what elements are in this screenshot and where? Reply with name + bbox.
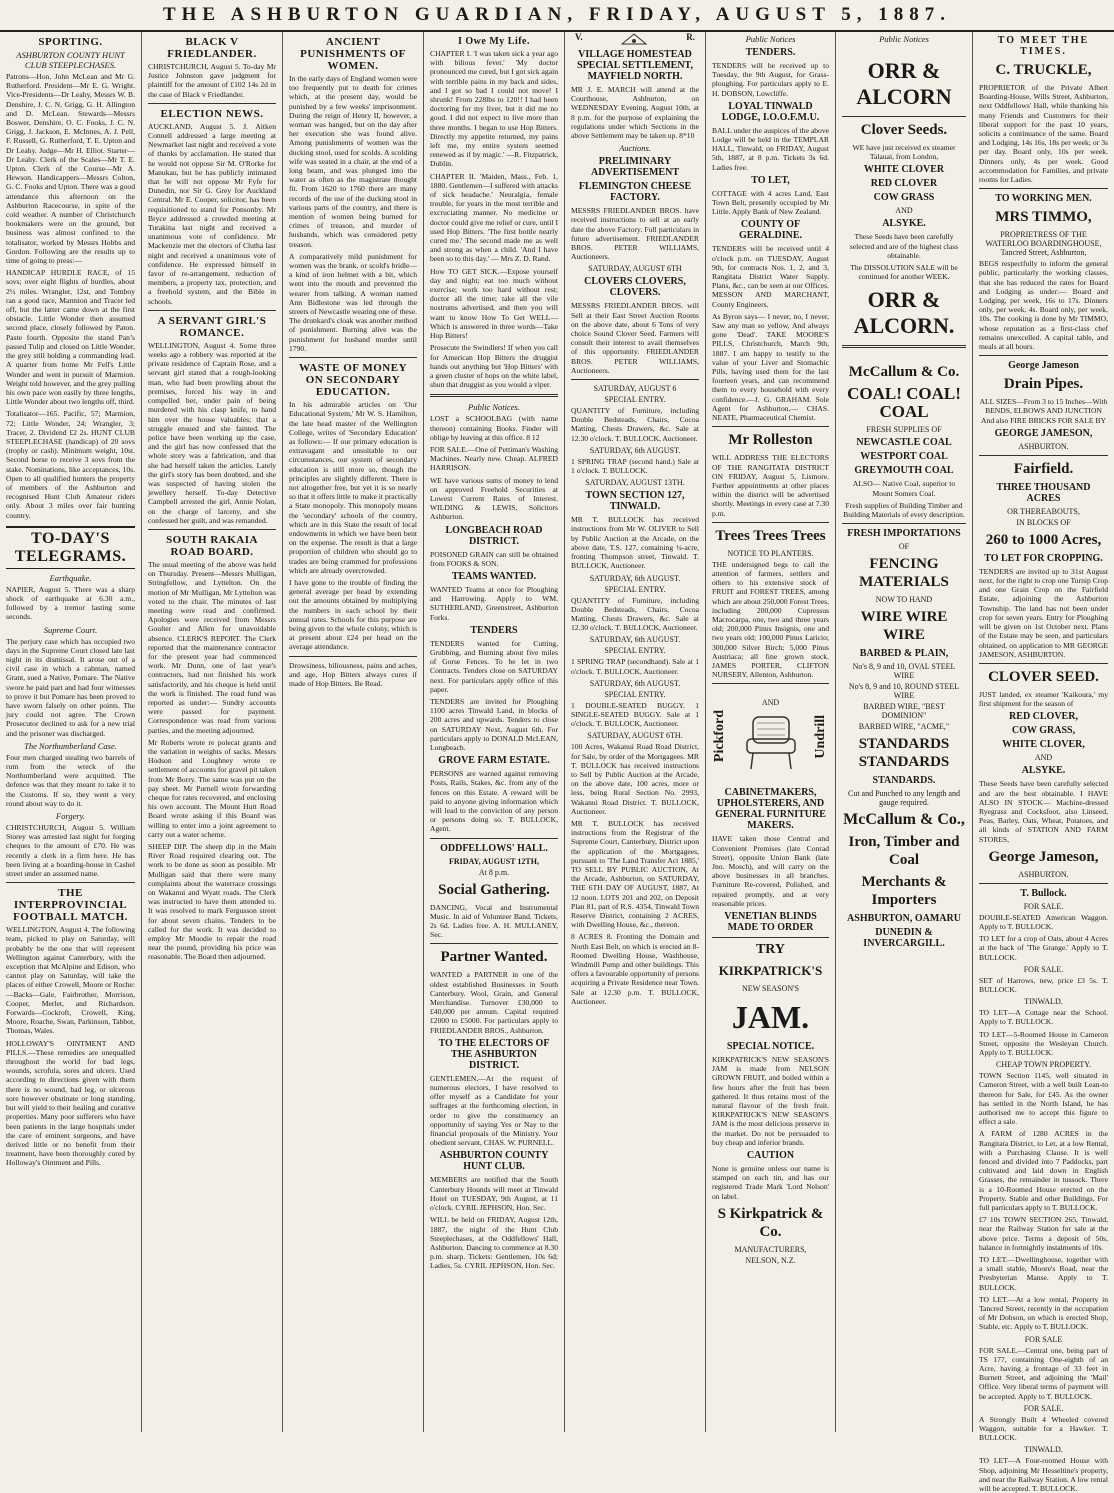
divider [842,345,966,348]
notice-heading: TINWALD. [1024,1445,1063,1455]
divider [712,683,829,684]
divider [148,103,276,104]
column-notices-ads [706,32,836,1432]
notice-heading: TO THE ELECTORS OF THE ASHBURTON DISTRICT. [438,1037,550,1071]
divider [148,310,276,311]
sale-date: SATURDAY, AUGUST 6TH [588,264,682,274]
advert-subheading: OR THEREABOUTS, [1007,506,1080,516]
article-text: HANDICAP HURDLE RACE, of 15 sovs; over eight flights of hurdles, about 2½ miles. Wrangler, 12st, and Tomboy ran a good race, Marmion and Tracer led off, but the latter came down at the first obstacle. Little Wonder then assumed second place, closely followed by Paton. Paste fourth. Opposite the stand Pan’s passed Tulip and closed on Little Wonder, the grey still holding a commanding lead. A quarter from home Mr Fell's Little Wonder and went in pursuit of Marmion. Weight told however, and the grey pulling his own pace won easily by three lengths, Little Wonder about two lengths off, third. [6,268,135,407]
article-text: A comparatively mild punishment for women was the brank, or scold's bridle—a kind of iron helmet with a bit, which went into the mouth and prevented the wearer from talking. A woman named Ann Bidlestone was led through the streets of Newcastle wearing one of these. The drunkard's cloak was another method of punishment. Burning alive was the punishment for husband murder until 1790. [289,251,417,353]
notice-text: A FARM of 1280 ACRES in the Rangitata District, to Let, at a low Rental, with a Purchasing Clause. It is well fenced and divided into 7 Paddocks, part cultivated and laid down in English Grasses, the remainder in tussock. There is a 10-Roomed House erected on the Property. Stable and other Buildings. For full particulars apply to T. BULLOCK. [979,1129,1108,1213]
advert-fairfield: Fairfield. [1013,460,1074,477]
subheading: Supreme Court. [43,624,98,635]
divider [842,523,966,524]
article-text: HOLLOWAY'S OINTMENT AND PILLS.—These remedies are unequalled throughout the world for bad legs, wounds, scrofula, sores and ulcers. Used according to directions given with them there is no wound, bad leg, or ulcerous sore however obstinate or long standing, but will yield to their healing and curative properties. Many poor sufferers who have been patients in the large hospitals under the care of eminent surgeons, and have derived little or no benefit from their treatment, have been thoroughly cured by Holloway's Ointment and Pills. [6,1038,135,1168]
special-entry: SPECIAL ENTRY. [604,395,666,405]
event-time: At 8 p.m. [478,867,510,877]
advert-heading: Partner Wanted. [440,949,548,966]
column-features [283,32,424,1432]
notice-heading: TO WORKING MEN. [995,193,1092,205]
seed-item: COW GRASS [873,192,935,204]
subheading: ASHBURTON COUNTY HUNT CLUB STEEPLECHASES. [16,50,125,70]
advert-heading-orr: ORR & ALCORN [856,58,952,109]
furniture-advert [712,688,829,784]
advert-company: S Kirkpatrick & Co. [717,1205,824,1240]
advert-subheading: NOW TO HAND [875,595,933,605]
advert-drain-pipes: Drain Pipes. [1003,376,1084,393]
notice-heading: COUNTY OF GERALDINE. [738,219,803,242]
divider [289,357,417,358]
notice-text: 8 ACRES 8. Fronting the Domain and North East Belt, on which is erected an 8-Roomed Dwelling House, Washhouse, Windmill Pump and other buildings. This offers a favourable opportunity of persons acquiring a Private Residence near Town. Sale at 12.30 p.m. T. BULLOCK, Auctioneer. [571,932,699,1006]
crest-left: V. [575,32,583,42]
notice-heading: TOWN SECTION 127, TINWALD. [585,490,685,513]
notice-heading: TEAMS WANTED. [451,570,537,582]
notice-text: HAVE taken those Central and Convenient Premises (late Conrad Street), opposite Union Bank (late Jno. Mosch), and will carry on the above businesses in all branches. Furniture Re-covered, Polished, and repaired promptly, and at very reasonable prices. [712,834,829,908]
notice-heading: TENDERS. [745,47,796,58]
notice-text: MESSRS FRIEDLANDER BROS. have received instructions to sell at an early date the above Factory. Full particulars in future advertisement. FRIEDLANDER BROS. PETER WILLIAMS, Auctioneers. [571,206,699,262]
divider [430,394,558,397]
notice-heading: CHEAP TOWN PROPERTY. [995,1060,1092,1070]
advert-of: OF [898,542,910,552]
advert-heading-orr: ORR & ALCORN. [853,287,955,339]
notice-heading: LOYAL TINWALD LODGE, I.O.O.F.M.U. [721,100,820,123]
notice-text: FOR SALE.—One of Pettiman's Washing Machines. Nearly new. Cheap. ALFRED HARRISON. [430,444,558,473]
column-display-ads [836,32,973,1432]
divider [979,188,1108,189]
advert-mccallum-2: McCallum & Co., [843,811,965,829]
divider [979,355,1108,356]
advert-try: TRY [755,941,786,957]
article-text: In the early days of England women were too frequently put to death for crimes which, at the present day, would be punished by a few weeks' imprisonment. During the reign of Henry II, however, a woman was hanged, but on the day after her execution she was found alive. Among punishments of women was the ducking stool, used for scolds. A scolding wife was seated in a chair, at the end of a long beam, and was plunged into the water as often as the magistrate thought fit. From 1620 to 1760 there are many records of the use of the ducking stool in various parts of the country, and there is mention of women being burned for crimes of treason, and murder of husbands, which was considered petty treason. [289,74,417,249]
sale-date: SATURDAY, AUGUST 13TH. [585,478,685,488]
advert-acres: 260 to 1000 Acres, [985,531,1102,548]
notice-text: ALL SIZES—From 3 to 15 Inches—With BENDS, ELBOWS AND JUNCTION And also FIRE BRICKS FOR SALE BY [979,397,1108,425]
divider [571,379,699,380]
masthead-title: THE ASHBURTON GUARDIAN, FRIDAY, AUGUST 5, 1887. [162,4,952,25]
notice-text: TENDERS are invited for Ploughing 1100 acres Tinwald Land, in blocks of 200 acres and upwards. Tenders to close on SATURDAY Next, August 6th. For particulars apply to DONALD McLEAN, Longbeach. [430,696,558,752]
notice-heading: GROVE FARM ESTATE. [438,755,550,767]
subheading: Auctions. [619,143,651,154]
notice-text: TO LET—A Four-roomed House with Shop, adjoining Mr Hesseltine's property, and near the Railway Station. A low rental will be accepted. T. BULLOCK. [979,1456,1108,1493]
advert-location: ASHBURTON. [1018,869,1069,879]
sale-date: SATURDAY, 6th AUGUST. [589,678,681,688]
divider [289,656,417,657]
subheading: The Northumberland Case. [24,740,117,751]
notice-text: QUANTITY of Furniture, including Double Bedsteads, Chairs, Cocoa Matting, Chests Drawers, &c. Sale at 12.30 o'clock. T. BULLOCK, Auctioneer. [571,406,699,443]
article-text: I have gone to the trouble of finding the general average per head by extending out the amounts obtained by multiplying the numbers in each school by their annual rates. Schools for this purpose are being given to the whole colony, which is at present about £24 per head on the average attendance. [289,577,417,652]
column-news [142,32,283,1432]
divider [430,838,558,839]
notice-text: The DISSOLUTION SALE will be continued for another WEEK. [850,263,958,282]
notice-text: WANTED a PARTNER in one of the oldest established Businesses in South Canterbury. Wool, Grain, and General Merchandise. Turnover £30,000 to £40,000 per annum. Capital required £2000 to £5000. For particulars apply to FRIEDLANDER BROS., Ashburton. [430,970,558,1035]
advert-heading: Mr Rolleston [728,432,813,449]
notice-heading: FOR SALE [1024,1334,1063,1344]
advert-wire: WIRE WIRE WIRE [860,609,948,644]
advert-standards: STANDARDS STANDARDS [858,736,950,771]
article-text: WELLINGTON, August 4. Some three weeks ago a robbery was reported at the private residence of Captain Rose, and a servant girl stated that a rough-looking man, who had been prowling about the premises, forced his way in and compelled her, under pain of being murdered with his clasp knife, to hand him over the house valuables; that a struggle ensued and she fainted. The police have been working up the case, and the girl has now confessed that the whole story was a fabrication, and that she had herself taken the articles. Lately the girl's story has been doubted, and she was suspected of having stolen the jewellery herself. To-day Detective Campbell arrested the girl, Annie Nolan, on the charge of larceny, and she confessed her guilt, and was remanded. [148,340,276,525]
article-text: Patrons—Hon. John McLean and Mr G. Rutherford. President—Mr E. G. Wright. Vice-Presidents—Dr Leahy, Messrs W. B. Denshire, J. C. N. Grigg, G. H. Allington and D. McLean. Stewards—Messrs Boswer, Denshire, O. C. Fooks, J. C. N. Grigg, J. Jackson, E. McInnes, A. J. Pell, F. Russell, G. Rutherford, T. E. Upton and Dr Leahy. Judge—Mr H. Elliot. Starter—Dr Leahy. Clerk of the Scales—Mr T. E. Upton. Clerk of the Course—Mr A. Hewson. Handicappers—Messrs Colton, G. C. Fooks and Upton. There was a good attendance this afternoon on the Ashburton Racecourse, in spite of the cold weather. A number of Christchurch bookmakers were on the ground, but business was almost confined to the totalisator, worked by Messrs Hobbs and Gordon. Following are the results up to time of going to press:— [6,72,135,266]
notice-text: QUANTITY of Furniture, including Double Bedsteads, Chairs, Cocoa Matting, Chests Drawers, &c. Sale at 12.30 o'clock. T. BULLOCK, Auctioneer. [571,595,699,633]
advert-subheading: Cut and Punched to any length and gauge required. [848,789,960,808]
notice-heading: CLOVERS CLOVERS, CLOVERS. [584,276,686,299]
section-heading: WASTE OF MONEY ON SECONDARY EDUCATION. [298,362,408,399]
divider [712,522,829,523]
column-auctions [565,32,706,1432]
notice-text: TENDERS are invited up to 31st August next, for the right to crop one Turnip Crop and one Grain Crop on the Fairfield Estate, adjoining the Ashburton Township. The land has not been under crop for seven years. Entry for Ploughing will be given on 1st October next. Plans of the Estate may be seen, and particulars obtained, on application to MR GEORGE JAMESON, ASHBURTON. [979,566,1108,659]
notice-heading: FOR SALE. [1023,901,1064,911]
notice-text: MR J. E. MARCH will attend at the Courthouse, Ashburton, on WEDNESDAY Evening, August 10th, at 8 p.m. for the purpose of explaining the regulations under which Sections in the above Settlement may be taken up. 8*10 [571,85,699,141]
sale-date: SATURDAY, 6th AUGUST. [589,445,681,455]
notice-text: WILL ADDRESS THE ELECTORS OF THE RANGITATA DISTRICT ON FRIDAY, August 5, Lismore. Further appointments at other places within the district will be advertised shortly. Meetings in every case at 7.30 p.m. [712,453,829,518]
advert-clover-seed: CLOVER SEED. [988,668,1099,685]
seed-item: ALSYKE. [1021,765,1066,777]
notice-text: WANTED Teams at once for Ploughing and Harrowing. Apply to WM. SUTHERLAND, Greenstreet, Ashburton Forks. [430,584,558,622]
notice-text: LOST a SCHOOLBAG (with name thereon) containing Books. Finder will oblige by leaving at this office. 8 12 [430,414,558,442]
seed-item: AND [895,206,913,216]
notice-text: Fresh supplies of Building Timber and Building Materials of every description. [843,500,965,520]
advert-iron-timber: Iron, Timber and Coal [848,834,960,869]
notice-text: TENDERS will be received up to Tuesday, the 9th August, for Grass-ploughing. For particulars apply to E. H. DOBSON, Lowcliffe. [712,61,829,98]
advert-merchants: Merchants & Importers [861,874,947,909]
special-entry: SPECIAL ENTRY. [604,646,666,656]
coal-item: GREYMOUTH COAL [854,465,954,477]
notice-heading: TENDERS [470,624,518,636]
notice-heading: TINWALD. [1024,997,1063,1007]
wire-item: BARBED WIRE, "ACME," [858,722,950,732]
notice-text: POISONED GRAIN can still be obtained from FOOKS & SON. [430,549,558,568]
notice-text: SET of Harrows, new, price £3 5s. T. BULLOCK. [979,975,1108,994]
column-classifieds [973,32,1114,1493]
column-sporting [0,32,142,1432]
special-entry: SPECIAL ENTRY. [604,689,666,699]
notice-heading: T. Bullock. [1020,887,1067,899]
advert-subheading: NOTICE TO PLANTERS. [727,548,814,558]
advert-subheading: TO LET FOR CROPPING. [984,552,1103,564]
notice-text: BEGS respectfully to inform the general public, particularly the working classes, that she has reduced the rates for Board and Lodging as under:— Board and Lodging, per week, 16s to 17s. Dinners only, per week, 4s. Board only, per week, 10s. The cooking is done by Mr TIMMO, whose reputation as a first-class chef remains unexcelled. A capital table, and meals at all hours. [979,259,1108,352]
seed-item: WHITE CLOVER [863,164,945,176]
notice-text: PROPRIETOR of the Private Albert Boarding-House, Wills Street, Ashburton, next Oddfellows' Hall, while thanking his many Friends and Customers for their liberal support for the past 10 years, solicits a continuance of the same. Board and Lodging, 14s 16s, 18s per week; or 3s per day. Board only, 10s per week. Dinners only, 4s per week. Good accommodation for Families, and private rooms for Ladies. [979,83,1108,185]
notice-heading: ODDFELLOWS' HALL. [440,842,548,854]
notice-text: BALL under the auspices of the above Lodge will be held in the TEMPLAR HALL, Tinwald, on FRIDAY, August 5th, 1887, at 8 p.m. Tickets 3s 6d. Ladies free. [712,125,829,172]
advert-subheading: IN BLOCKS OF [1016,517,1071,527]
notice-text: These Seeds have been carefully selected and are the best obtainable. I HAVE ALSO IN STOCK— Machine-dressed Ryegrass and Cocksfoot, also Linseed, Peas, Barley, Oats, Wheat, Potatoes, and all kinds of STATION AND FARM STORES, [979,779,1108,844]
seed-item: AND [1034,753,1053,763]
sale-date: SATURDAY, 6th AUGUST. [589,635,681,645]
divider [712,937,829,938]
notice-heading: LONGBEACH ROAD DISTRICT. [445,524,543,547]
notice-heading: FLEMINGTON CHEESE FACTORY. [578,181,692,204]
wire-item: No's 8, 9 and 10, OVAL STEEL WIRE [852,662,956,681]
notice-text: TO LET.—Dwellinghouse, together with a small stable, Moore's Road, near the Presbyterian Manse. Apply to T. BULLOCK. [979,1255,1108,1292]
advert-and: AND [761,697,780,707]
notice-text: As Byron says— I never, no, I never, Saw any man so yellow, And always gone 'Dead'. TAKE MOORE'S PILLS, Christchurch, March 9th, 1887. I am happy to testify to the value of your Liver and Stomachic Pills, having used them for the last fourteen years, and can recommend them to every household with every confidence.—J. G. GRAHAM. Sole Agent for Ashburton,— CHAS. NEATE, Pharmaceutical Chemist. [712,311,829,423]
section-heading: ANCIENT PUNISHMENTS OF WOMEN. [300,36,406,72]
advert-heading: CABINETMAKERS, UPHOLSTERERS, AND GENERAL FURNITURE MAKERS. [715,787,826,832]
article-text: SHEEP DIP. The sheep dip in the Main River Road required clearing out. The work to be done as soon as possible. Mr Mulligan said that there were many complaints about the waterrace crossings on Wakanui and Wyatt roads. The Clerk was instructed to have them attended to. It was resolved to mark Fergusson street for about seven chains. Tenders to be called for the work. It was decided to employ Mr Moodie to repair the road near the pound, providing his price was reasonable. The Board then adjourned. [148,842,276,962]
article-text: CHRISTCHURCH, August 5. To-day Mr Justice Johnston gave judgment for plaintiff for the amount of £102 14s 2d in the case of Black v Friedlander. [148,62,276,99]
notice-text: £7 10s TOWN SECTION 265, Tinwald, near the Railway Station for sale at the above price. Terms a deposit of 50s, balance in fortnightly instalments of 10s. [979,1215,1108,1252]
notice-text: TO LET.—At a low rental, Property in Tancred Street, recently in the occupation of Mr Dobson, on which is erected Shop, Stable, etc. Apply to T. BULLOCK. [979,1294,1108,1332]
advert-fencing: FENCING MATERIALS [859,556,949,591]
subheading: Public Notices [879,34,929,44]
sale-date: SATURDAY, AUGUST 6 [593,384,677,394]
notice-heading: PRELIMINARY ADVERTISEMENT [591,156,679,179]
notice-text: TO LET—A Cottage near the School. Apply to T. BULLOCK. [979,1008,1108,1027]
divider [6,882,135,883]
advert-location: DUNEDIN & INVERCARGILL. [863,927,945,950]
advert-jameson: George Jameson, [988,848,1099,865]
seed-item: ALSYKE. [882,218,926,230]
notice-text: GENTLEMEN,—At the request of numerous electors, I have resolved to offer myself as a Candidate for your suffrages at the forthcoming election, in order to give the constituency an opportunity of saying Yes or Nay to the financial proposals of the Ministry. Your obedient servant, CHAS. W. PURNELL. [430,1073,558,1148]
notice-text: PERSONS are warned against removing Posts, Rails, Stakes, &c. from any of the fences on this Estate. A reward will be paid to anyone giving information which will lead to the conviction of any person or persons doing so. T. BULLOCK, Agent. [430,769,558,834]
article-text: CHRISTCHURCH, August 5. William Storey was arrested last night for forging cheques to the amount of £70. He was recently a clerk in a firm here. He has been living at a boarding-house in Cashel street under an assumed name. [6,823,135,879]
advert-subheading: GEORGE JAMESON, [994,427,1093,439]
advert-heading: VENETIAN BLINDS MADE TO ORDER [724,910,817,933]
advert-subheading: FRESH IMPORTATIONS [847,528,961,540]
article-text: Mr Roberts wrote re polecat grants and the variation in weights of sacks. Messrs Hodson and Loughney wrote re settlement of accounts for gravel pit taken from Mr Borry. The same was put on the pay sheet. Mr Purnell wrote forwarding cheque for rates recovered, and enclosing his own account. The Mount Hutt Road Board wrote asking if this Board was willing to enter into a joint agreement to carry out a water scheme. [148,737,276,839]
advert-subheading: NEW SEASON'S [741,983,800,993]
notice-heading: FOR SALE. [1023,964,1064,974]
sale-date: SATURDAY, AUGUST 6TH. [587,731,683,741]
seed-item: RED CLOVER, [1009,711,1078,723]
notice-text: FOR SALE.—Central one, being part of TS 177, containing One-eighth of an Acre, having a frontage of 33 feet in Burnett Street, and adjoining the 'Mail' Office. Very liberal terms of payment will be accepted. Apply to T. BULLOCK. [979,1345,1108,1401]
advert-heading: Trees Trees Trees [715,527,826,544]
notice-text: These Seeds have been carefully selected and are of the highest class obtainable. [849,232,959,260]
advert-subheading: STANDARDS. [872,775,936,787]
article-text: How TO GET SICK.—Expose yourself day and night; eat too much without exercise; work too hard without rest; doctor all the time; take all the vile nostrums advertised, and then you will want to know How To Get WELL—Which is answered in three words—Take Hop Bitters! [430,266,558,341]
sale-date: SATURDAY, 6th AUGUST. [589,573,681,583]
notice-text: DOUBLE-SEATED American Waggon. Apply to T. BULLOCK. [979,912,1108,931]
article-text: The usual meeting of the above was held on Thursday. Present—Messrs Mulligan, Stringfellow, and Lyttelton. On the motion of Mr Mulligan, Mr Lyttelton was voted to the chair. The minutes of last meeting were read and confirmed. Apologies were received from Messrs Goulter and Allen for unavoidable absence. CLERK'S REPORT. The Clerk reported that the maintenance contractor for the present year had commenced work. Mr Dunn, one of last year's contractors, had not finished his work satisfactorily, and his cheque is held until the work is finished. The road fund was reported as under:— Sundry accounts were passed for payment. Correspondence was read from various parties, and the meeting adjourned. [148,559,276,735]
article-text: The perjury case which has occupied two days in the Supreme Court closed late last night in its dismissal. It arose out of a civil case in which a cabman, named Grant, sued a Native, Pomare. The Native swore he paid part and had four witnesses to prove it but Pomare has been proved to have sworn falsely on other points. The jury could not agree. The Crown Prosecutor declined to ask for a new trial and the prisoner was discharged. [6,636,135,738]
coal-item: NEWCASTLE COAL [856,437,952,449]
divider [712,426,829,427]
article-text: AUCKLAND, August 5. J. Aitken Connell addressed a large meeting at Newmarket last night and received a vote of thanks by acclamation. He stated that he would not oppose Sir M. O'Rorke for Manukau, but he has publicly intimated that he will not oppose Mr Fyfe for Dunedin, nor Sir G. Grey for Auckland Central. Mr E. Cooper, solicitor, has been requisitioned to stand for Ponsonby. Mr Bryce addressed a crowded meeting at Turakina last night and received a unanimous vote of confidence. Mr Mackenzie met the electors of Clutha last night and received a unanimous vote of confidence. He expressed himself in favor of re-arrangement, reduction of members, a property tax, protection, and a freehold system, and the Bible in schools. [148,121,276,306]
section-heading-telegrams: TO-DAY'S TELEGRAMS. [6,526,135,569]
notice-text: COTTAGE with 4 acres Land, East Town Belt, presently occupied by Mr Little. Apply Bank of New Zealand. [712,188,829,217]
notice-heading: VILLAGE HOMESTEAD SPECIAL SETTLEMENT, MAYFIELD NORTH. [577,49,693,82]
advert-truckle: C. TRUCKLE, [995,62,1092,78]
notice-heading: George Jameson [1008,360,1079,372]
notice-text: WE have various sums of money to lend on approved Freehold Securities at Lowest Current Rates of Interest. WILDING & LEWIS, Solicitors Ashburton. [430,475,558,522]
coal-item: WESTPORT COAL [860,451,948,463]
divider [430,943,558,944]
advert-brand: KIRKPATRICK'S [718,962,823,978]
notice-text: JUST landed, ex steamer 'Kaikoura,' my first shipment for the season of [979,689,1108,709]
notice-text: MR T. BULLOCK has received instructions from Mr W. OLIVER to Sell by Public Auction at the Arcade, on the above date, T.S. 127, containing ¼-acre, fronting Thompson street, Tinwald. T. BULLOCK, Auctioneer. [571,515,699,571]
advert-location: ASHBURTON. [1018,441,1069,451]
event-date: FRIDAY, AUGUST 12TH, [449,856,539,866]
seed-item: COW GRASS, [1011,725,1076,737]
article-text: CHAPTER I. 'I was taken sick a year ago with bilious fever.' 'My doctor pronounced me cured, but I got sick again with terrible pains in my back and sides, and I got so bad I could not move! I shrunk! From 228lbs to 120!! I had been doctoring for my liver, but it did me no good. I did not expect to live more than three months. I began to use Hop Bitters. Directly my appetite returned, my pains left me, my entire system seemed renewed as if by magic.' —R. Fitzpatrick, Dublin. [430,49,558,169]
notice-text: TO LET for a crop of Oats, about 4 Acres at the back of 'The Grange.' Apply to T. BULLOCK. [979,934,1108,962]
notice-heading: TO MEET THE TIMES. [997,35,1090,57]
armchair-icon [743,711,799,773]
article-text: Prosecute the Swindlers! If when you call for American Hop Bitters the druggist hands out anything but 'Hop Bitters' with a green cluster of hops on the white label, shun that druggist as you would a viper. [430,343,558,390]
notice-text: None is genuine unless our name is stamped on each tin, and has our registered Trade Mark 'Lord Nelson' on label. [712,1164,829,1201]
notice-text: TENDERS will be received until 4 o'clock p.m. on TUESDAY, August 9th, for contracts Nos. 1, 2, and 3, Rangitata District Water Supply. Plans, &c., can be seen at our Offices. MESSON AND MARCHANT, County Engineers. [712,244,829,309]
divider [148,529,276,530]
advert-text: Drowsiness, biliousness, pains and aches, and age, Hop Bitters always cures if made of Hop Bitters. Be Read. [289,660,417,688]
advert-subheading: THREE THOUSAND ACRES [996,481,1091,504]
crest-icon [620,32,648,46]
advert-location: ASHBURTON, OAMARU [847,913,961,925]
notice-text: 1 DOUBLE-SEATED BUGGY. 1 SINGLE-SEATED BUGGY. Sale at 1 o'clock. T. BULLOCK, Auctioneer. [571,700,699,729]
notice-text: MR T. BULLOCK has received instructions from the Registrar of the Supreme Court, Canterbury, District upon the application of the Mortgagees, pursuant to 'The Land Transfer Act 1885,' TO SELL BY PUBLIC AUCTION, At the Arcade, Ashburton, on SATURDAY, THE 6TH DAY OF AUGUST, 1887, At 12 noon. LOTS 201 and 202, on Deposit Plan 81, part of R.S. 4354, Tinwald Town Reserve District, containing 2 ACRES, with Dwelling House, &c., thereon. [571,818,699,930]
advert-subheading: MANUFACTURERS, [734,1244,807,1254]
notice-text: WE have just received ex steamer Talauai, from London, [852,143,956,162]
advert-caution: CAUTION [746,1150,795,1162]
advert-name-right: Undrill [813,714,828,759]
advert-jam: JAM. [731,998,810,1035]
wire-item: No's 8, 9 and 10, ROUND STEEL WIRE [848,682,960,701]
notice-text: KIRKPATRICK'S NEW SEASON'S JAM is made from NELSON GROWN FRUIT, and boiled within a few hours after the fruit has been gathered. It thus retains most of the natural flavour of the fresh fruit. KIRKPATRICK'S NEW SEASON'S JAM is the most delicious preserve in the market. Do not be persuaded to buy cheap and inferior brands. [712,1054,829,1147]
seed-item: RED CLOVER [870,178,938,190]
article-text: Totalisator—165. Pacific, 57; Marmion, 72; Little Wonder, 24; Wrangler, 3; Tracer, 2. Dividend £2 2s. HUNT CLUB STEEPLECHASE (handicap) of 20 sovs (trophy or cash). Minimum weight, 10st. Second horse to receive 3 sovs from the stake. Nominations, like acceptances, 10s. Open to all qualified hunters the property of members of the Ashburton and recognised Hunt Club Amateur riders only. About 3 miles over fair hunting country. [6,409,135,520]
notice-heading: FOR SALE. [1023,1403,1064,1413]
advert-name-left: Pickford [712,710,727,763]
notice-text: DANCING, Vocal and Instrumental Music. In aid of Volunteer Band. Tickets, 2s 6d. Ladies free. A. H. MULLANEY, Sec. [430,902,558,940]
subheading: Public Notices. [468,402,520,413]
notice-text: WILL be held on FRIDAY, August 12th, 1887, the night of the Hunt Club Steeplechases, at the Oddfellows' Hall, Ashburton. Dancing to commence at 8.30 p.m. sharp. Tickets: Gentlemen, 10s 6d; Ladies, 5s. CYRIL JEPHSON, Hon. Sec. [430,1215,558,1271]
event-title: Social Gathering. [438,881,550,898]
section-heading: SOUTH RAKAIA ROAD BOARD. [166,533,258,558]
advert-clover-seeds: Clover Seeds. [860,122,948,138]
article-text: Four men charged stealing two barrels of rum from the wreck of the Northumberland were acquitted. The defence was that they meant to take it to the Customs. If so, they went a very round about way to do it. [6,752,135,808]
crest-right: R. [686,32,695,42]
divider [979,883,1108,884]
special-entry: SPECIAL ENTRY. [604,584,666,594]
advert-subheading: BARBED & PLAIN, [859,648,949,660]
advert-subheading: SPECIAL NOTICE. [726,1040,815,1052]
notice-text: 100 Acres, Wakanui Road Road District, for Sale, by order of the Mortgagees. MR T. BULLOCK has received instructions to Sell by Public Auction at the Arcade, on the above date, 100 acres, more or less, being Rural Section No. 2993, Wakanui Road District. T. BULLOCK, Auctioneer. [571,742,699,816]
notice-text: ALSO— Native Coal, superior to Mount Somers Coal. [852,479,956,498]
crest-row [571,32,699,46]
article-text: WELLINGTON, August 4. The following team, picked to play on Saturday, will probably be the one that will represent Wellington against Canterbury, with the exception that McAlpine and Edison, who cannot play on Saturday, will take the places of either Crowell, Moore or Roche:—Backs—Gale, Fairbrother, Morrison, Cooper, Merlet, and Richardson. Forwards—Cockroft, Crowell, King, Moore, Roache, Swan, Parkinson, Tabbot, Thomas, Wales. [6,925,135,1036]
section-heading: ELECTION NEWS. [160,107,264,120]
advert-mccallum: McCallum & Co. [848,364,960,381]
notice-text: 1 SPRING TRAP (secondhand). Sale at 1 o'clock. T. BULLOCK, Auctioneer. [571,657,699,676]
column-public-notices [424,32,565,1432]
notice-text: MEMBERS are notified that the South Canterbury Hounds will meet at Tinwald Hotel on TUESDAY, 9th August, at 11 o'clock. CYRIL JEPHSON, Hon. Sec. [430,1175,558,1213]
article-text: In his admirable articles on 'Our Educational System,' Mr W. S. Hamilton, the late head master of the Wellington College, writes of 'Secondary Education' as follows:— If our primary education is extravagant and unsuitable to our circumstances, our system of secondary education is still more so, though the principles are slightly different. There is not altogether free, but yet it is so nearly so that it offers little to make it practically a State monopoly. This monopoly means the 'secondary' schools of the country, which are in this State the result of local endowments in which we have been bent on the expense. The result is that a large proportion of children who should go to trades are being crammed for professions which are already overcrowded. [289,400,417,575]
advert-location: NELSON, N.Z. [745,1255,796,1265]
notice-text: THE undersigned begs to call the attention of farmers, settlers and others to his extensive stock of FRUIT and FOREST TREES, among which are about 250,000 Forest Trees, including 200,000 Cupressus Macrocarpa, one, two and three years old; 200,000 Pinus Insignis, one and two years old; 100,000 Pinus Laricio; 300,000 Silver Birch; 5,000 Pinus Austriaca; all fine grown stock. JAMES PORTER, CLIFTON NURSERY, Allenton, Ashburton. [712,559,829,680]
notice-text: TOWN Section 1145, well situated in Cameron Street, with a well built Lean-to thereon for Sale, for £45. As the owner has settled in the North Island, he has authorised me to accept this figure to effect a sale. [979,1071,1108,1127]
section-heading: THE INTERPROVINCIAL FOOTBALL MATCH. [13,887,128,924]
section-heading: A SERVANT GIRL'S ROMANCE. [157,314,267,339]
advert-timmo: MRS TIMMO, [995,209,1092,226]
subheading: Public Notices [745,34,796,44]
divider [842,116,966,117]
notice-text: MESSRS FRIEDLANDER BROS. will Sell at their East Street Auction Rooms on the above date, about 6 Tons of very choice Sound Clover Seed. Farmers will consult their interest to avail themselves of this opportunity. FRIEDLANDER BROS. PETER WILLIAMS, Auctioneers. [571,301,699,375]
section-heading: SPORTING. [38,36,103,48]
section-heading: BLACK V FRIEDLANDER. [167,36,257,60]
divider [979,455,1108,456]
subheading: Earthquake. [49,572,92,583]
notice-text: TENDERS wanted for Cutting, Grubbing, and Burning about five miles of Gorse Fences. To be let in two Contracts. Tenders close on SATURDAY next. For particulars apply office of this paper. [430,638,558,694]
seed-item: WHITE CLOVER, [1002,739,1085,751]
section-heading: I Owe My Life. [458,36,530,47]
notice-text: TO LET—5-Roomed House in Cameron Street, opposite the Wesleyan Church. Apply to T. BULLOCK. [979,1029,1108,1057]
notice-text: 1 SPRING TRAP (second hand.) Sale at 1 o'clock. T. BULLOCK. [571,456,699,476]
divider [979,663,1108,664]
notice-heading: TO LET, [751,174,790,186]
notice-text: A Strongly Built 4 Wheeled covered Waggon, suitable for a Hawker. T. BULLOCK. [979,1414,1108,1443]
notice-heading: ASHBURTON COUNTY HUNT CLUB. [439,1150,549,1173]
masthead [0,0,1114,32]
article-text: NAPIER, August 5. There was a sharp shock of earthquake at 6.30 a.m., followed by a tremor lasting some seconds. [6,584,135,622]
article-text: CHAPTER II. 'Maiden, Mass., Feb. 1, 1880. Gentlemen—I suffered with attacks of sick headache.' Neuralgia, female trouble, for years in the most terrible and excruciating manner. No medicine or doctor could give me relief or cure, until I used Hop Bitters. 'The first bottle nearly cured me.' The second made me as well and strong as when a child. 'And I have been so to this day.' — Mrs Z. D. Rand. [430,171,558,264]
subheading: Forgery. [55,811,86,822]
advert-coal: COAL! COAL! COAL [847,384,961,422]
wire-item: BARBED WIRE, "BEST DOMINION" [863,702,945,721]
advert-subheading: FRESH SUPPLIES OF [866,425,942,435]
advert-subheading: PROPRIETRESS OF THE WATERLOO BOARDINGHOUSE, Tancred Street, Ashburton, [985,230,1102,258]
